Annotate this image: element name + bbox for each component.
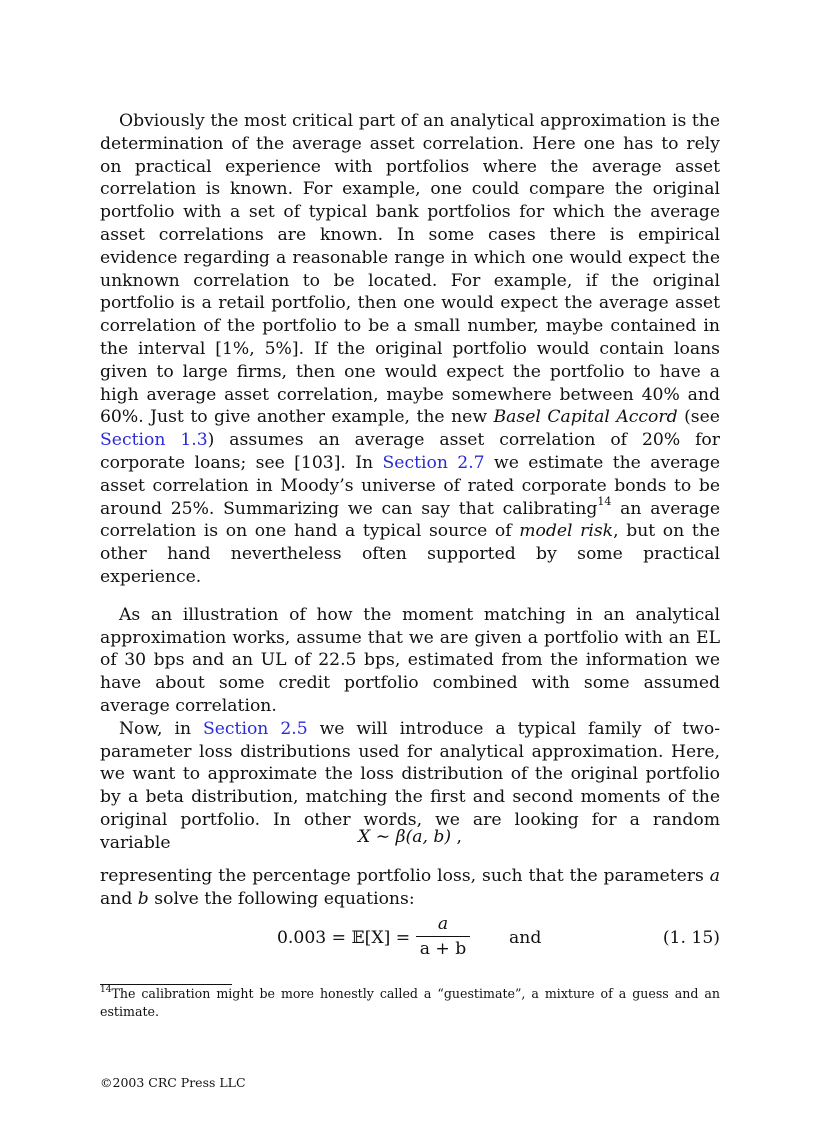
equation-lhs-value: 0.003 = <box>277 928 352 948</box>
footnote-marker: 14 <box>100 984 112 995</box>
equation-conjunction: and <box>509 928 542 948</box>
text-run: we estimate the average asset correlation in Moody’s universe of rated corporate bonds to be around 25%. Summarizing we can say that calibrating <box>100 452 720 519</box>
after-math-text-1: representing the percentage portfolio loss, such that the parameters <box>100 866 710 886</box>
fraction-numerator: a <box>437 914 449 934</box>
fraction-bar <box>416 936 470 937</box>
after-math-text-3: solve the following equations: <box>148 888 415 909</box>
math-x: X <box>357 827 371 847</box>
display-math-x-beta <box>100 826 720 848</box>
math-tilde: ∼ <box>375 827 391 847</box>
text-run: (see <box>677 407 720 428</box>
math-beta: β <box>395 827 406 847</box>
text-run: , but on the other hand nevertheless often supported by some practical experience. <box>100 521 721 587</box>
equation-number: (1. 15) <box>662 928 720 948</box>
paragraph-2 <box>100 604 720 718</box>
math-trail: , <box>451 827 463 847</box>
footnote-ref[interactable]: 14 <box>597 494 612 508</box>
equation-1-15 <box>100 914 720 962</box>
param-a: a <box>709 866 720 886</box>
section-2-7-link[interactable]: Section 2.7 <box>382 452 485 473</box>
text-run: an average correlation is on one hand a typical source of <box>100 498 720 542</box>
copyright-notice: ©2003 CRC Press LLC <box>100 1075 246 1090</box>
text-run: Now, in <box>119 718 203 739</box>
text-run: Obviously the most critical part of an analytical approximation is the determination of the average asset correlation. Here one has to rely on practical experience with portfolios where the average asset correlation is known. For example, one could compare the original portfolio with a set of typical bank portfolios for which the average asset correlations are known. In some cases there is empirical evidence regarding a reasonable range in which one would expect the unknown correlation to be located. For example, if the original portfolio is a retail portfolio, then one would expect the average asset correlation of the portfolio to be a small number, maybe contained in the interval [1%, 5%]. If the original portfolio would contain loans given to large firms, then one would expect the portfolio to have a high average asset correlation, maybe somewhere between 40% and 60%. Just to give another example, the new <box>100 111 720 428</box>
emphasis: model risk <box>519 521 614 542</box>
text-run: ) assumes an average asset correlation of 20% for corporate loans; see [103]. In <box>100 430 720 473</box>
after-math-text-2: and <box>100 888 138 909</box>
equation-expectation: 𝔼[X] = <box>351 928 411 948</box>
footnote-14 <box>100 985 720 1021</box>
equation-lhs <box>277 928 410 948</box>
param-b: b <box>137 888 149 909</box>
section-2-5-link[interactable]: Section 2.5 <box>202 718 308 739</box>
text-run: we will introduce a typical family of two-parameter loss distributions used for analytical approximation. Here, we want to approximate the loss distribution of the original portfolio by a beta distribution, matching the first and second moments of the original portfolio. In other words, we are looking for a random variable <box>100 718 721 853</box>
section-1-3-link[interactable]: Section 1.3 <box>100 430 208 451</box>
fraction-denominator: a + b <box>419 939 467 959</box>
paragraph-after-math <box>100 865 720 911</box>
text-run: As an illustration of how the moment matching in an analytical approximation works, assume that we are given a portfolio with an EL of 30 bps and an UL of 22.5 bps, estimated from the information we have about some credit portfolio combined with some assumed average correlation. <box>100 604 720 716</box>
body-text <box>100 110 720 855</box>
paragraph-1 <box>100 110 720 589</box>
math-args: (a, b) <box>405 827 452 847</box>
footnote-text: The calibration might be more honestly called a “guestimate”, a mixture of a guess and an estimate. <box>100 986 720 1019</box>
equation-fraction <box>416 914 470 959</box>
emphasis: Basel Capital Accord <box>493 407 678 428</box>
